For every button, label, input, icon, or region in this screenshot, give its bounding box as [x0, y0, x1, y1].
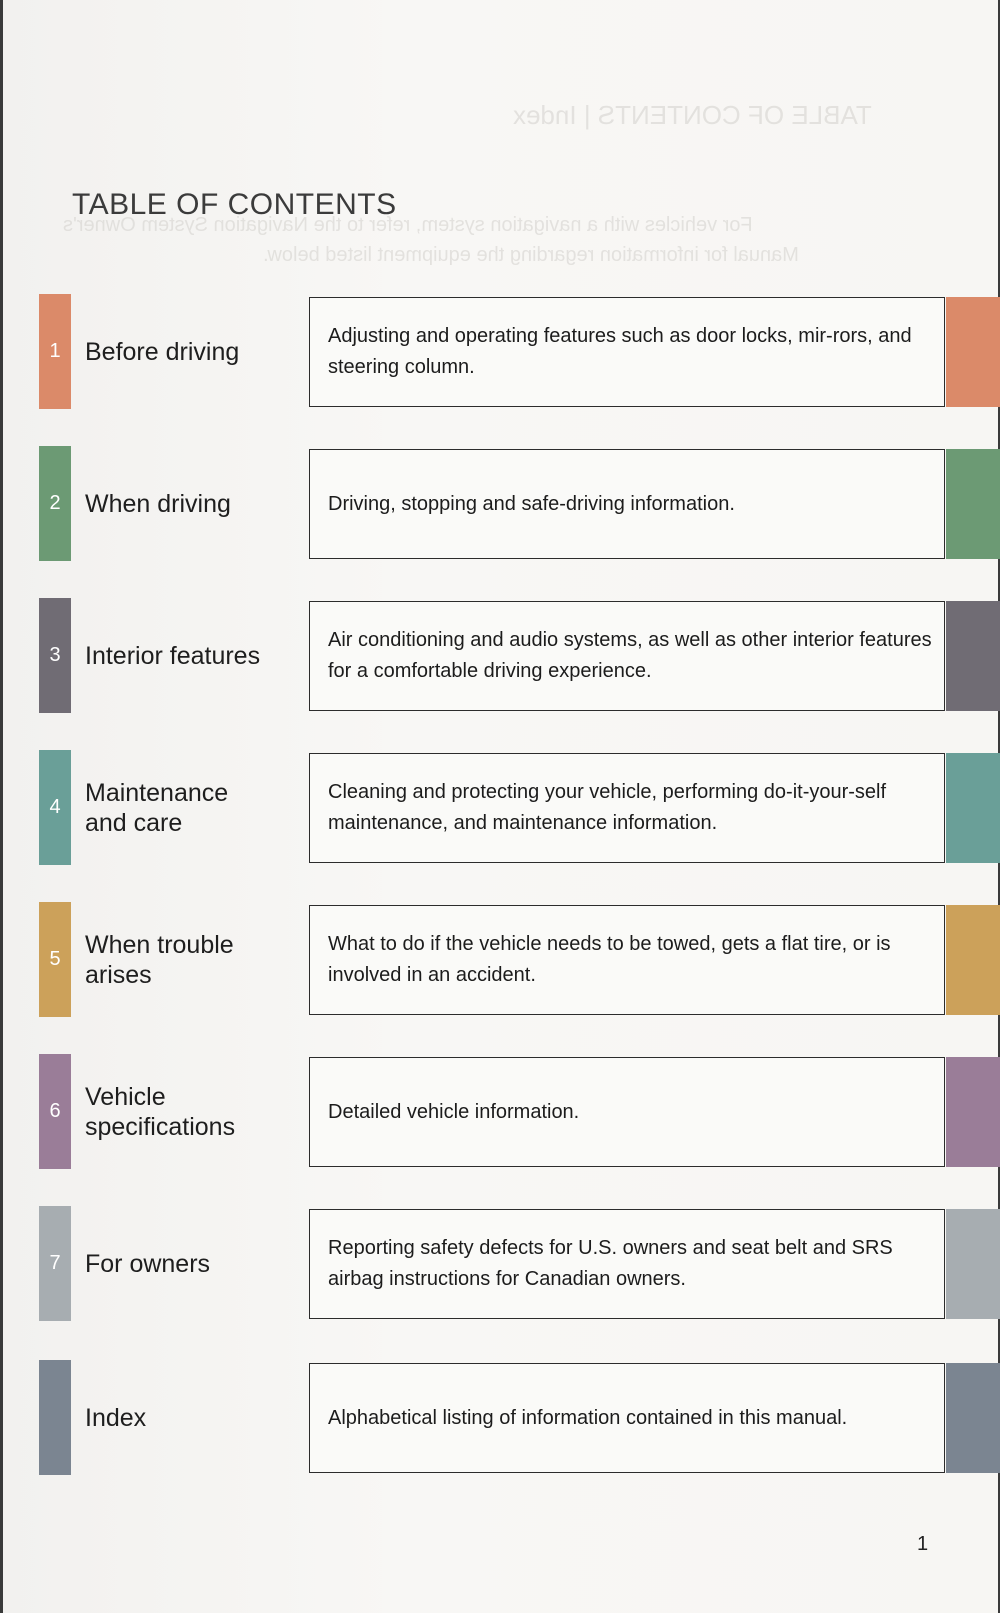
toc-section-when-driving[interactable]	[3, 446, 1000, 561]
bleed-through-text: TABLE OF CONTENTS | Index	[513, 100, 872, 130]
section-thumb-tab[interactable]	[946, 905, 1000, 1015]
section-description-text: Detailed vehicle information.	[328, 1100, 580, 1123]
section-number: 2	[49, 492, 61, 514]
section-title[interactable]: Interior features	[85, 641, 261, 670]
section-color-tab	[39, 750, 71, 865]
section-color-tab	[39, 1206, 71, 1321]
section-description-text: Adjusting and operating features such as door locks, mir-rors, and steering column.	[328, 325, 912, 378]
toc-section-index[interactable]	[3, 1360, 1000, 1475]
section-color-tab	[39, 598, 71, 713]
section-color-tab	[39, 294, 71, 409]
toc-section-for-owners[interactable]	[3, 1206, 1000, 1321]
section-color-tab	[39, 1054, 71, 1169]
section-description-text: Cleaning and protecting your vehicle, performing do-it-your-self maintenance, and maintenance information.	[328, 781, 887, 834]
section-thumb-tab[interactable]	[946, 1057, 1000, 1167]
section-title[interactable]: Vehicle specifications	[85, 1082, 236, 1141]
bleed-through-text: For vehicles with a navigation system, refer to the Navigation System Owner's	[63, 214, 753, 236]
section-title[interactable]: Before driving	[85, 337, 240, 366]
toc-section-interior-features[interactable]	[3, 598, 1000, 713]
section-description	[309, 601, 945, 711]
section-description-text: Driving, stopping and safe-driving information.	[328, 492, 735, 515]
section-number: 4	[49, 796, 61, 818]
section-description	[309, 1057, 945, 1167]
toc-section-when-trouble-arises[interactable]	[3, 902, 1000, 1017]
bleed-through-text: Manual for information regarding the equipment listed below.	[263, 244, 799, 266]
section-color-tab	[39, 1360, 71, 1475]
section-title[interactable]: Maintenance and care	[85, 778, 229, 837]
section-thumb-tab[interactable]	[946, 449, 1000, 559]
section-number: 7	[49, 1252, 61, 1274]
toc-section-vehicle-specifications[interactable]	[3, 1054, 1000, 1169]
section-title[interactable]: Index	[85, 1403, 147, 1432]
section-thumb-tab[interactable]	[946, 1209, 1000, 1319]
section-thumb-tab[interactable]	[946, 753, 1000, 863]
section-color-tab	[39, 902, 71, 1017]
section-description	[309, 1209, 945, 1319]
section-description-text: Reporting safety defects for U.S. owners and seat belt and SRS airbag instructions for Canadian owners.	[328, 1237, 893, 1290]
section-description	[309, 297, 945, 407]
section-title[interactable]: When trouble arises	[85, 930, 234, 989]
section-title[interactable]: When driving	[85, 489, 231, 518]
toc-section-before-driving[interactable]	[3, 294, 1000, 409]
section-description-text: Air conditioning and audio systems, as well as other interior features for a comfortable driving experience.	[328, 629, 932, 682]
section-color-tab	[39, 446, 71, 561]
section-number: 3	[49, 644, 61, 666]
section-number: 5	[49, 948, 61, 970]
section-description-text: Alphabetical listing of information contained in this manual.	[328, 1406, 848, 1429]
section-description	[309, 1363, 945, 1473]
section-thumb-tab[interactable]	[946, 601, 1000, 711]
toc-section-maintenance-and-care[interactable]	[3, 750, 1000, 865]
section-title[interactable]: For owners	[85, 1249, 211, 1278]
page-title: TABLE OF CONTENTS	[72, 188, 397, 221]
page-number: 1	[917, 1533, 929, 1555]
section-thumb-tab[interactable]	[946, 297, 1000, 407]
section-description-text: What to do if the vehicle needs to be towed, gets a flat tire, or is involved in an accident.	[328, 933, 891, 986]
section-thumb-tab[interactable]	[946, 1363, 1000, 1473]
section-description	[309, 905, 945, 1015]
section-description	[309, 449, 945, 559]
section-number: 6	[49, 1100, 61, 1122]
section-number: 1	[49, 340, 61, 362]
section-description	[309, 753, 945, 863]
